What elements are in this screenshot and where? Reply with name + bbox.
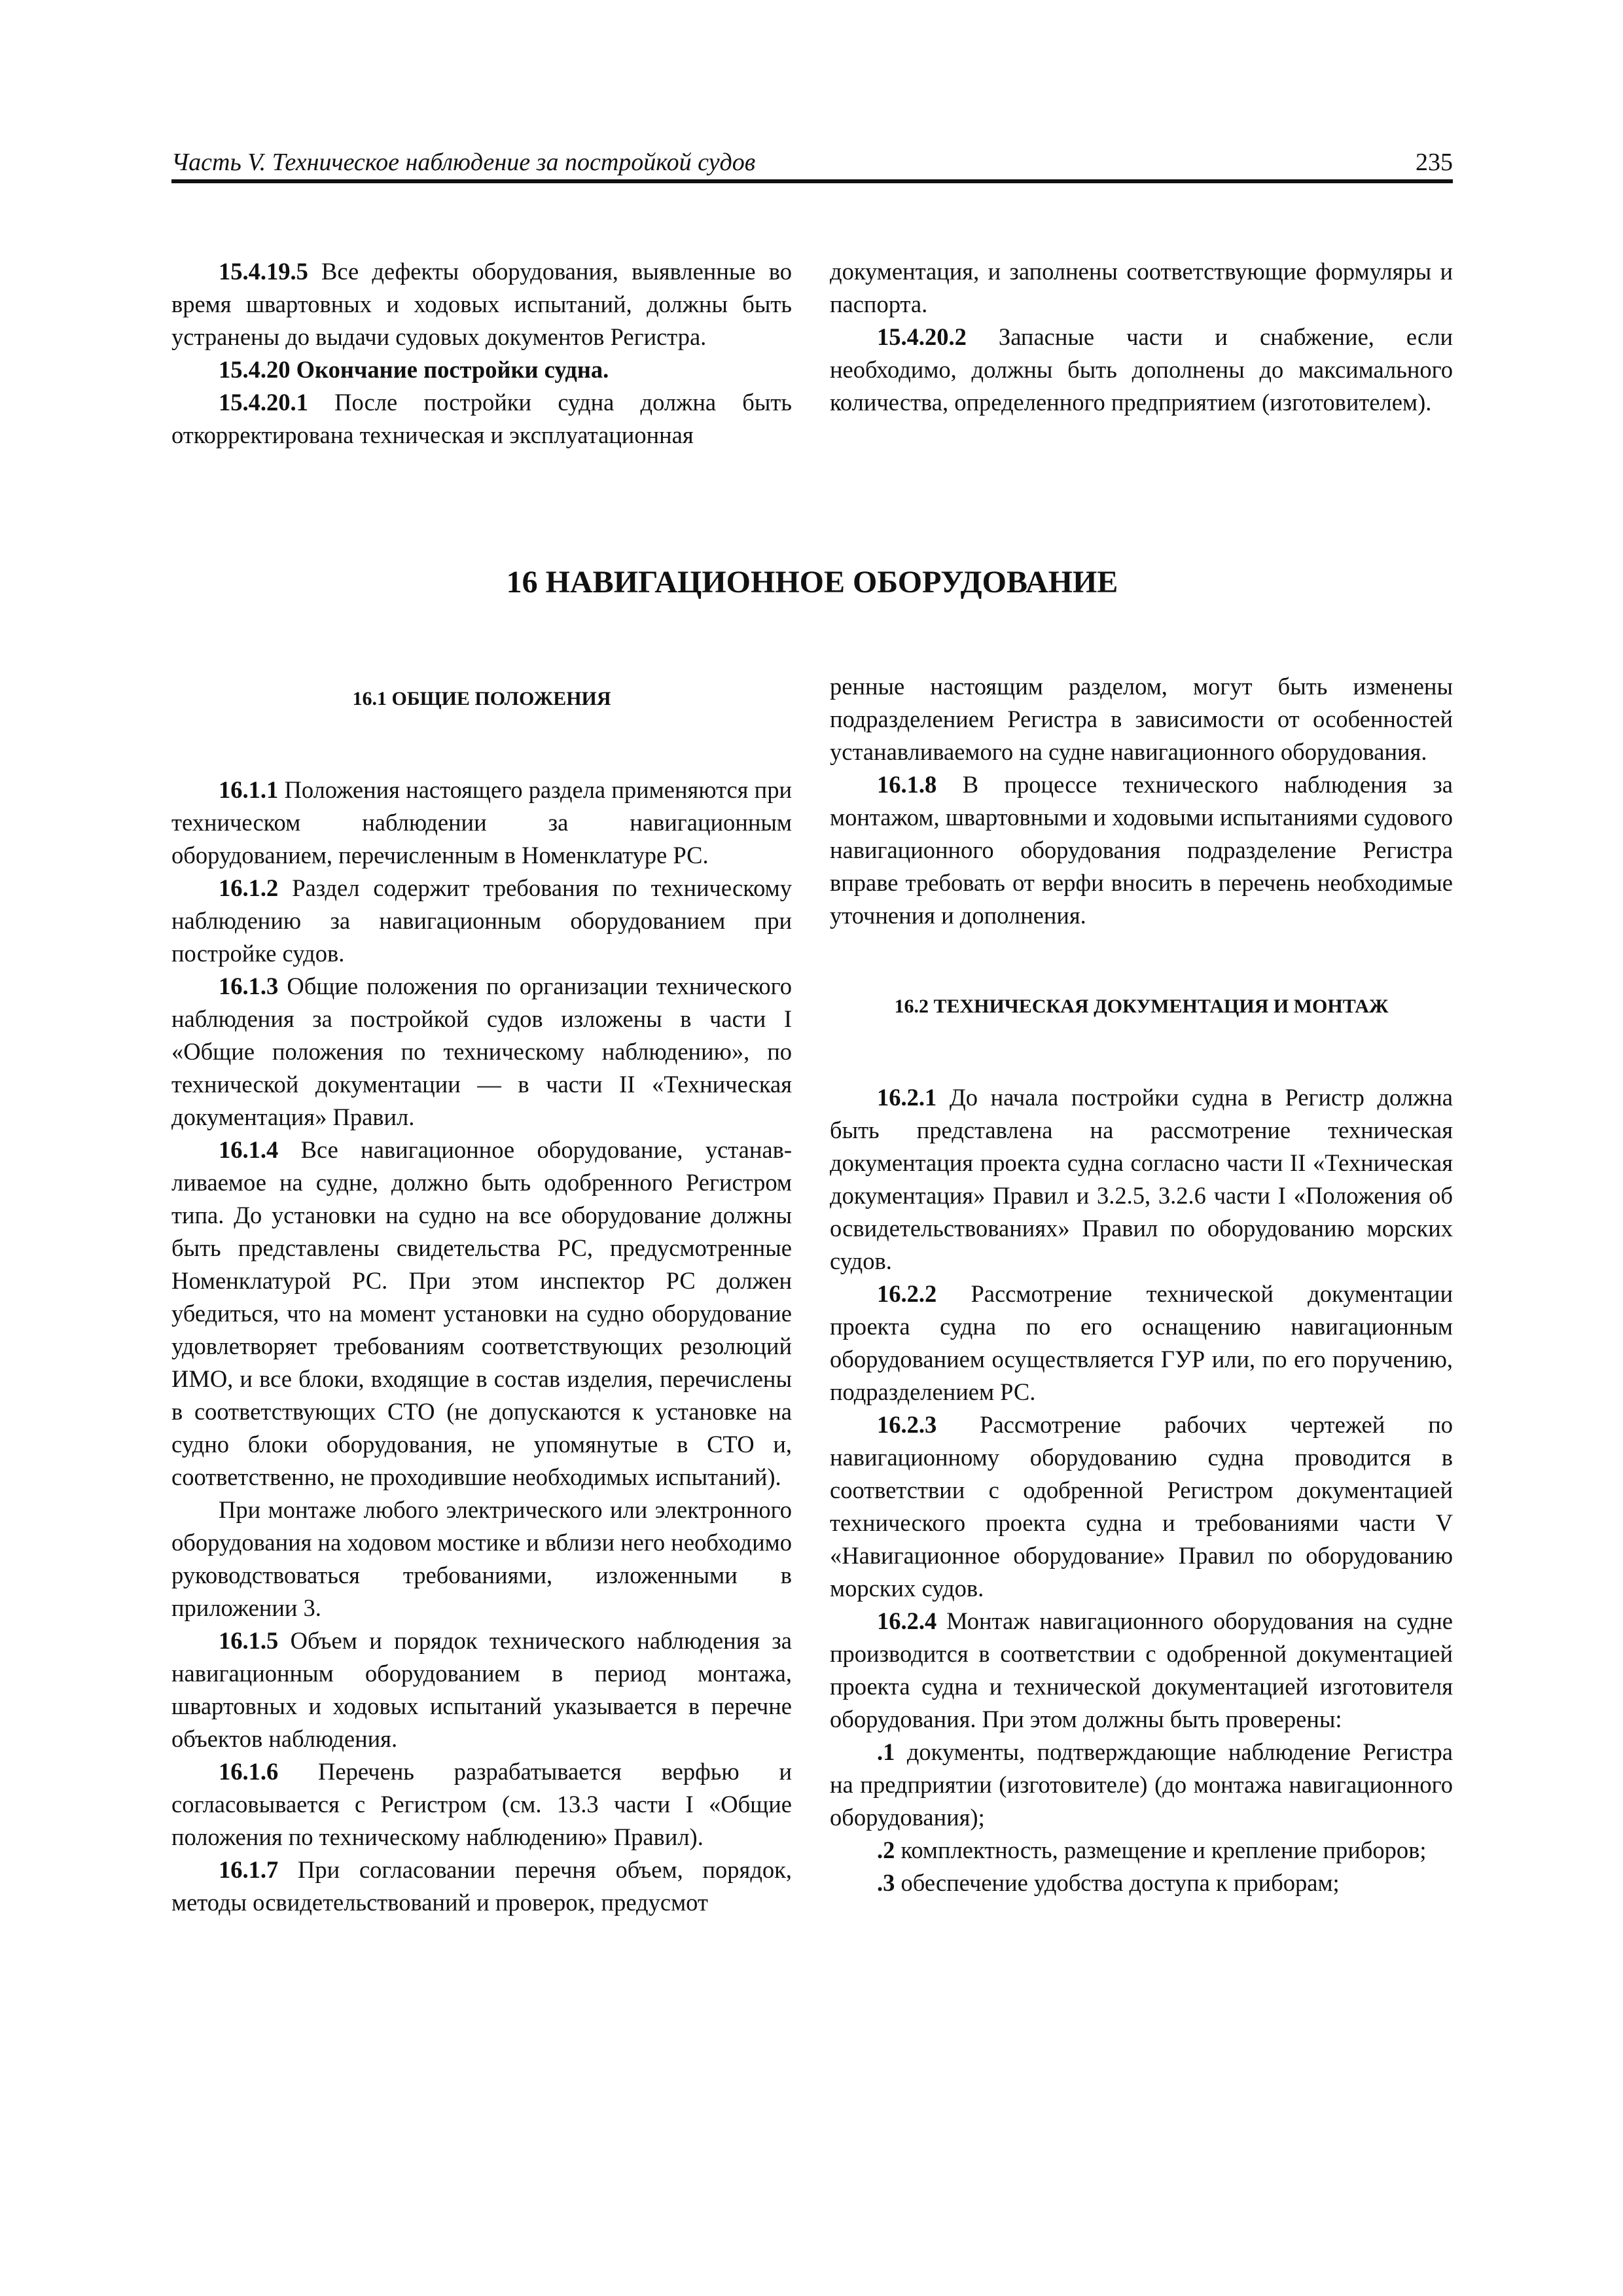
top-left-column bbox=[171, 255, 792, 452]
clause-number: 16.2.4 bbox=[877, 1607, 937, 1634]
list-item-number: .3 bbox=[877, 1869, 895, 1896]
clause-text: Запасные части и снабжение, если необходимо, должны быть дополнены до максимального количества, определенного предприятием (изготовителем). bbox=[830, 323, 1453, 416]
paragraph-16-1-3 bbox=[171, 970, 792, 1134]
clause-number: 15.4.19.5 bbox=[219, 258, 308, 285]
clause-text: Объем и порядок технического наблюдения за навигационным оборудованием в период монтажа, швартовных и ходовых испытаний указывается в перечне объектов наблюдения. bbox=[171, 1627, 792, 1752]
clause-number: 15.4.20.1 bbox=[219, 389, 308, 416]
section-title: 16 НАВИГАЦИОННОЕ ОБОРУДОВАНИЕ bbox=[506, 565, 1118, 600]
clause-text: Общие положения по организации технического наблюдения за постройкой судов изложены в части I «Общие положения по техническому наблюдению», по технической документации — в части II «Техническая документация» Правил. bbox=[171, 973, 792, 1130]
paragraph-continuation: документация, и заполнены соответствующие формуляры и паспорта. bbox=[830, 258, 1453, 317]
page-number: 235 bbox=[1416, 149, 1453, 176]
page-header bbox=[171, 145, 1453, 183]
clause-number: 16.2.2 bbox=[877, 1280, 937, 1307]
paragraph-16-2-4 bbox=[830, 1605, 1453, 1736]
subsection-heading-15-4-20: 15.4.20 Окончание постройки судна. bbox=[219, 356, 609, 383]
paragraph-16-1-1 bbox=[171, 774, 792, 872]
paragraph-15-4-20-2 bbox=[830, 321, 1453, 419]
paragraph-15-4-19-5 bbox=[171, 255, 792, 353]
list-item-number: .1 bbox=[877, 1738, 895, 1765]
paragraph-16-1-2 bbox=[171, 872, 792, 970]
clause-text: Рассмотрение рабочих чертежей по навигационному оборудованию судна проводится в соответствии с одобренной Регистром документацией технического проекта судна и требованиями части V «Навигационное оборудование» Правил по оборудованию морских судов. bbox=[830, 1411, 1453, 1602]
paragraph-continuation: ренные настоящим разделом, могут быть изменены подразделением Регистра в зависимости от особенностей устанавливаемого на судне навигационного оборудования. bbox=[830, 673, 1453, 765]
paragraph-15-4-20-1 bbox=[171, 386, 792, 452]
subsection-heading-16-1: 16.1 ОБЩИЕ ПОЛОЖЕНИЯ bbox=[352, 688, 611, 709]
paragraph-16-1-8 bbox=[830, 768, 1453, 932]
clause-text: Положения настоящего раздела применяются при техническом наблюдении за навигационным оборудованием, перечисленным в Номенклатуре РС. bbox=[171, 776, 792, 869]
clause-text: Все навигационное оборудование, устанавливаемое на судне, должно быть одобренного Регистром типа. До установки на судно на все оборудование должны быть представлены свидетельства РС, предусмотренные Номенклатурой РС. При этом инспектор РС должен убедиться, что на момент установки на судно оборудование удовлетворяет требованиям соответствующих резолюций ИМО, и все блоки, входящие в состав изделия, перечислены в соответствующих СТО (не допускаются к установке на судно блоки оборудования, не упомянутые в СТО и, соответственно, не проходившие необходимых испытаний). bbox=[171, 1136, 792, 1490]
top-right-column bbox=[830, 255, 1453, 419]
paragraph-16-2-3 bbox=[830, 1408, 1453, 1605]
paragraph-bridge-equipment: При монтаже любого электрического или электронного оборудования на ходовом мостике и вблизи него необходимо руководствоваться требованиями, изложенными в приложении 3. bbox=[171, 1496, 792, 1621]
clause-number: 16.1.8 bbox=[877, 771, 937, 798]
list-item bbox=[830, 1736, 1453, 1834]
clause-text: При согласовании перечня объем, порядок, методы освидетельствований и проверок, предусмот bbox=[171, 1856, 792, 1916]
paragraph-16-1-7 bbox=[171, 1854, 792, 1919]
list-item bbox=[830, 1834, 1453, 1867]
list-item-text: комплектность, размещение и крепление приборов; bbox=[895, 1837, 1427, 1863]
clause-number: 16.1.1 bbox=[219, 776, 279, 803]
clause-number: 16.1.3 bbox=[219, 973, 279, 999]
clause-text: Монтаж навигационного оборудования на судне производится в соответствии с одобренной документацией проекта судна и технической документацией изготовителя оборудования. При этом должны быть проверены: bbox=[830, 1607, 1453, 1732]
running-title: Часть V. Техническое наблюдение за постройкой судов bbox=[171, 149, 756, 176]
clause-number: 16.1.5 bbox=[219, 1627, 279, 1654]
clause-number: 16.1.6 bbox=[219, 1758, 279, 1785]
clause-text: Рассмотрение технической документации проекта судна по его оснащению навигационным оборудованием осуществляется ГУР или, по его поручению, подразделением РС. bbox=[830, 1280, 1453, 1405]
clause-text: Все дефекты оборудования, выявленные во время швартовных и ходовых испытаний, должны быть устранены до выдачи судовых документов Регистра. bbox=[171, 258, 792, 350]
left-column bbox=[171, 686, 792, 1919]
clause-text: После постройки судна должна быть откорректирована техническая и эксплуатационная bbox=[171, 389, 792, 448]
clause-text: До начала постройки судна в Регистр должна быть представлена на рассмотрение техническая документация проекта судна согласно части II «Техническая документация» Правил и 3.2.5, 3.2.6 части I «Положения об освидетельствованиях» Правил по оборудованию морских судов. bbox=[830, 1084, 1453, 1274]
list-item bbox=[830, 1867, 1453, 1899]
clause-text: Перечень разрабатывается верфью и согласовывается с Регистром (см. 13.3 части I «Общие положения по техническому наблюдению» Правил). bbox=[171, 1758, 792, 1850]
list-item-text: документы, подтверждающие наблюдение Регистра на предприятии (изготовителе) (до монтажа навигационного оборудования); bbox=[830, 1738, 1453, 1831]
clause-number: 16.1.7 bbox=[219, 1856, 279, 1883]
clause-number: 16.1.4 bbox=[219, 1136, 279, 1163]
clause-number: 15.4.20.2 bbox=[877, 323, 967, 350]
clause-text: Раздел содержит требования по техническому наблюдению за навигационным оборудованием при постройке судов. bbox=[171, 874, 792, 967]
subsection-heading-16-2: 16.2 ТЕХНИЧЕСКАЯ ДОКУМЕНТАЦИЯ И МОНТАЖ bbox=[894, 996, 1389, 1017]
list-item-number: .2 bbox=[877, 1837, 895, 1863]
list-item-text: обеспечение удобства доступа к приборам; bbox=[895, 1869, 1340, 1896]
paragraph-16-1-6 bbox=[171, 1755, 792, 1854]
paragraph-16-1-5 bbox=[171, 1624, 792, 1755]
clause-number: 16.2.1 bbox=[877, 1084, 937, 1111]
clause-number: 16.2.3 bbox=[877, 1411, 937, 1438]
paragraph-16-2-1 bbox=[830, 1081, 1453, 1278]
clause-text: В процессе технического наблюдения за монтажом, швартовными и ходовыми испытаниями судового навигационного оборудования подразделение Регистра вправе требовать от верфи вносить в перечень необходимые уточнения и дополнения. bbox=[830, 771, 1453, 929]
paragraph-16-2-2 bbox=[830, 1278, 1453, 1408]
clause-number: 16.1.2 bbox=[219, 874, 279, 901]
right-column bbox=[830, 670, 1453, 1899]
paragraph-16-1-4 bbox=[171, 1134, 792, 1494]
